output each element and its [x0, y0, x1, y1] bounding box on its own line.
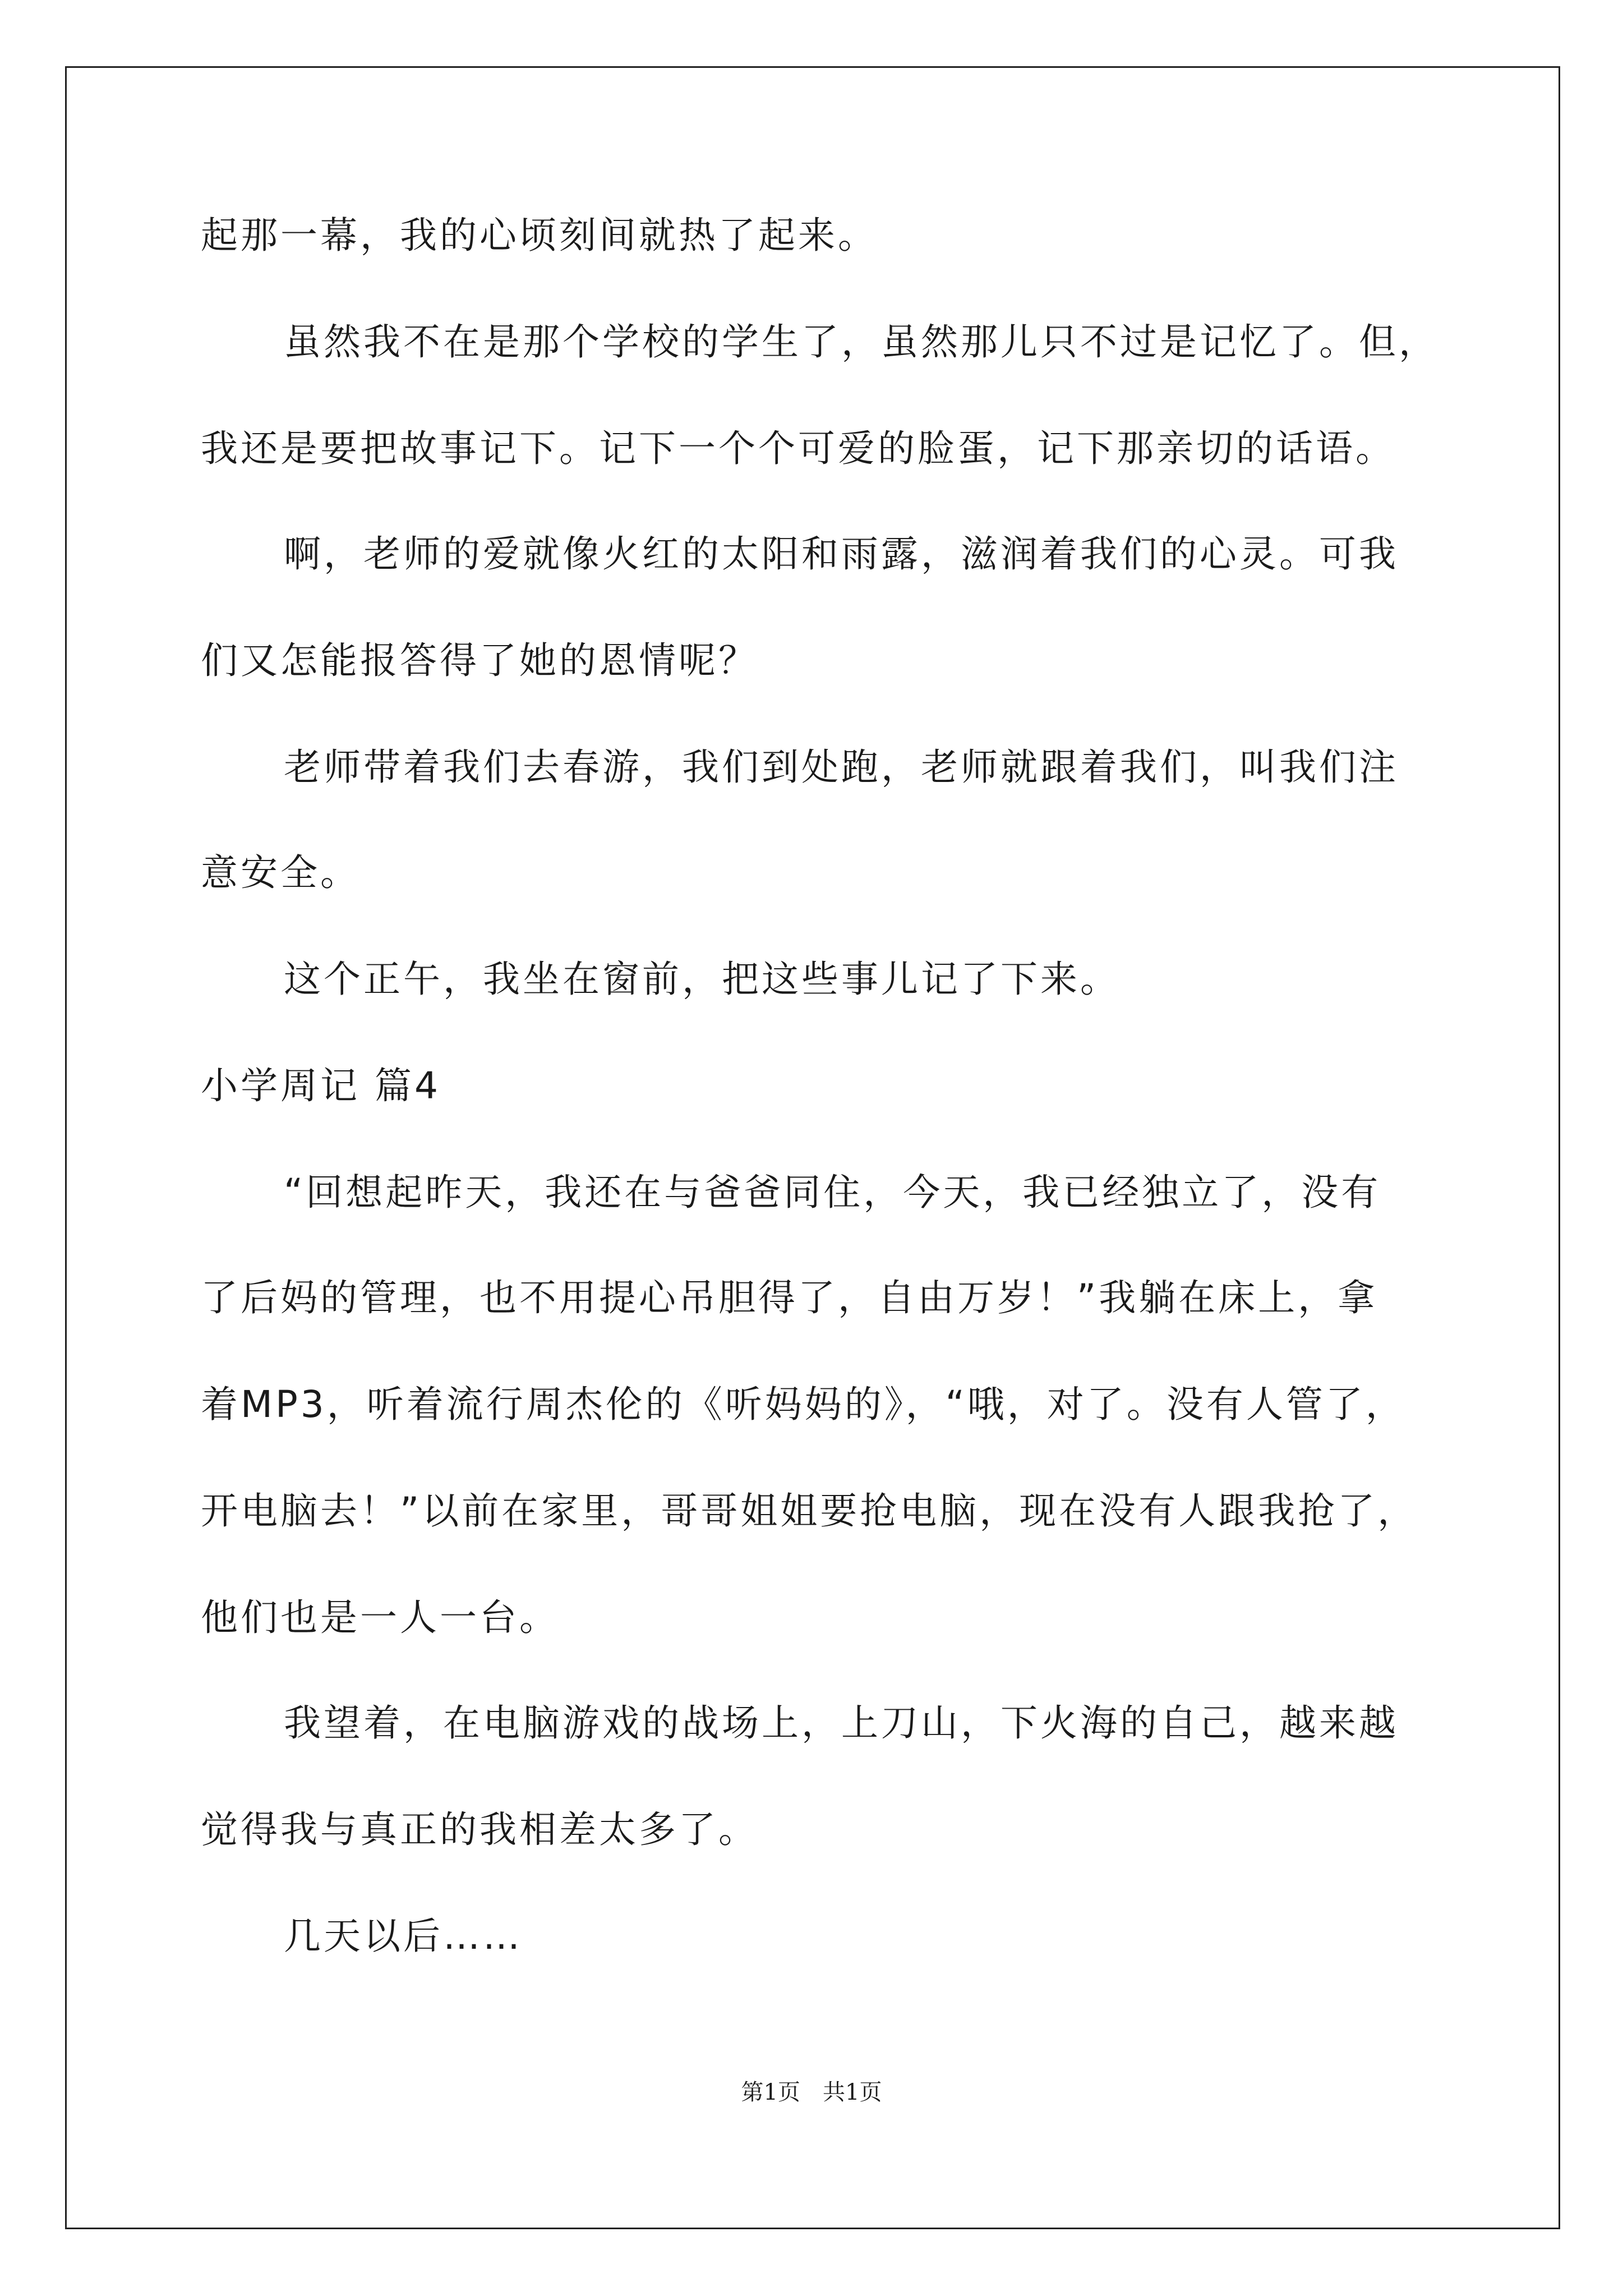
- text-line: 开电脑去！”以前在家里，哥哥姐姐要抢电脑，现在没有人跟我抢了，: [201, 1489, 1418, 1533]
- page-footer: 第1页 共1页: [741, 2079, 882, 2105]
- paragraph-first-line: “回想起昨天，我还在与爸爸同住，今天，我已经独立了，没有: [284, 1171, 1381, 1214]
- paragraph-first-line: 几天以后……: [284, 1915, 523, 1958]
- page-border: [65, 66, 1560, 2229]
- text-line: 起那一幕，我的心顷刻间就热了起来。: [201, 214, 878, 257]
- text-line: 了后妈的管理，也不用提心吊胆得了，自由万岁！”我躺在床上，拿: [201, 1276, 1378, 1319]
- text-line: 意安全。: [201, 851, 360, 894]
- text-line: 们又怎能报答得了她的恩情呢？: [201, 639, 758, 682]
- paragraph-first-line: 虽然我不在是那个学校的学生了，虽然那儿只不过是记忆了。但，: [284, 320, 1438, 364]
- text-line: 我还是要把故事记下。记下一个个可爱的脸蛋，记下那亲切的话语。: [201, 427, 1395, 470]
- text-line: 觉得我与真正的我相差太多了。: [201, 1808, 758, 1851]
- paragraph-first-line: 老师带着我们去春游，我们到处跑，老师就跟着我们，叫我们注: [284, 746, 1399, 789]
- paragraph-first-line: 啊，老师的爱就像火红的太阳和雨露，滋润着我们的心灵。可我: [284, 532, 1399, 576]
- text-line: 着MP3，听着流行周杰伦的《听妈妈的》，“哦，对了。没有人管了，: [201, 1383, 1405, 1426]
- paragraph-first-line: 这个正午，我坐在窗前，把这些事儿记了下来。: [284, 958, 1120, 1001]
- paragraph-first-line: 我望着，在电脑游戏的战场上，上刀山，下火海的自己，越来越: [284, 1701, 1399, 1745]
- section-heading: 小学周记 篇4: [201, 1064, 441, 1107]
- text-line: 他们也是一人一台。: [201, 1596, 559, 1639]
